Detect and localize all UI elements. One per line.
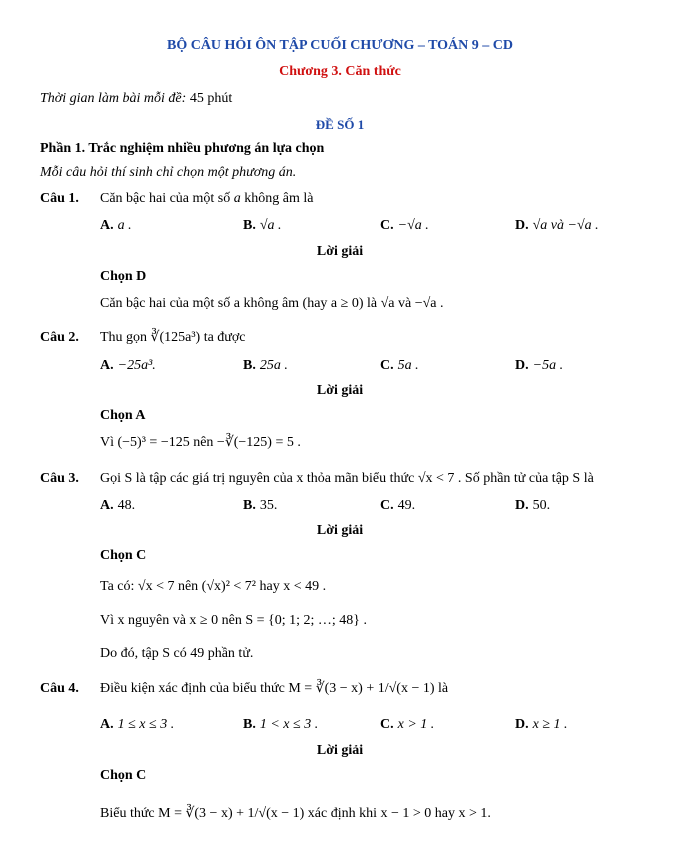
option-text: −√a .	[397, 218, 429, 233]
answer-choice: Chọn A	[100, 408, 146, 423]
option-text: 49.	[397, 498, 416, 513]
option-c[interactable]	[380, 357, 419, 375]
option-d[interactable]	[515, 497, 550, 515]
option-letter: C.	[380, 218, 394, 233]
option-d[interactable]	[515, 716, 568, 734]
time-label: Thời gian làm bài mỗi đề:	[40, 91, 187, 106]
stem-text: không âm là	[244, 191, 314, 206]
explanation-line: Vì x nguyên và x ≥ 0 nên S = {0; 1; 2; …; 48} .	[100, 613, 368, 628]
option-text: x ≥ 1 .	[532, 717, 568, 732]
option-text: 50.	[532, 498, 551, 513]
option-c[interactable]	[380, 217, 429, 235]
explanation-text: Căn bậc hai của một số a không âm (hay a ≥ 0) là √a và −√a .	[100, 296, 444, 311]
option-text: −5a .	[532, 358, 564, 373]
option-text: √a .	[259, 218, 282, 233]
option-text: 1 ≤ x ≤ 3 .	[117, 717, 175, 732]
question-stem: Điều kiện xác định của biểu thức M = ∛(3 − x) + 1/√(x − 1) là	[100, 681, 449, 696]
section-instruction: Mỗi câu hỏi thí sinh chỉ chọn một phương án.	[40, 165, 297, 180]
option-d[interactable]	[515, 217, 599, 235]
option-letter: A.	[100, 717, 114, 732]
solution-heading: Lời giải	[316, 523, 364, 538]
option-letter: D.	[515, 358, 529, 373]
option-letter: A.	[100, 498, 114, 513]
explanation-text: Vì (−5)³ = −125 nên −∛(−125) = 5 .	[100, 435, 301, 450]
answer-choice: Chọn C	[100, 548, 147, 563]
solution-heading: Lời giải	[316, 383, 364, 398]
option-c[interactable]	[380, 716, 434, 734]
option-text: a .	[117, 218, 132, 233]
option-a[interactable]	[100, 716, 174, 734]
option-d[interactable]	[515, 357, 563, 375]
time-value: 45 phút	[189, 91, 233, 106]
question-label: Câu 2.	[40, 330, 79, 345]
option-letter: B.	[243, 498, 256, 513]
option-letter: D.	[515, 498, 529, 513]
option-text: −25a³.	[117, 358, 156, 373]
solution-heading: Lời giải	[316, 743, 364, 758]
option-letter: B.	[243, 358, 256, 373]
solution-heading: Lời giải	[316, 244, 364, 259]
option-text: 48.	[117, 498, 136, 513]
question-label: Câu 3.	[40, 471, 79, 486]
option-text: 35.	[259, 498, 278, 513]
option-letter: C.	[380, 358, 394, 373]
option-text: 25a .	[259, 358, 288, 373]
explanation-line: Do đó, tập S có 49 phần tử.	[100, 646, 254, 661]
option-letter: B.	[243, 717, 256, 732]
option-a[interactable]	[100, 217, 132, 235]
question-stem	[100, 190, 313, 208]
option-b[interactable]	[243, 357, 288, 375]
time-info	[40, 90, 232, 108]
option-c[interactable]	[380, 497, 415, 515]
question-label: Câu 1.	[40, 191, 79, 206]
option-a[interactable]	[100, 357, 156, 375]
chapter-title: Chương 3. Căn thức	[279, 64, 401, 79]
exam-title: ĐỀ SỐ 1	[315, 117, 365, 132]
option-letter: A.	[100, 218, 114, 233]
question-stem: Gọi S là tập các giá trị nguyên của x thỏa mãn biểu thức √x < 7 . Số phần tử của tập S là	[100, 471, 594, 486]
option-letter: A.	[100, 358, 114, 373]
option-text: √a và −√a .	[532, 218, 599, 233]
answer-choice: Chọn D	[100, 269, 147, 284]
question-label: Câu 4.	[40, 681, 79, 696]
answer-choice: Chọn C	[100, 768, 147, 783]
option-letter: D.	[515, 218, 529, 233]
question-stem: Thu gọn ∛(125a³) ta được	[100, 330, 246, 345]
option-b[interactable]	[243, 716, 318, 734]
option-a[interactable]	[100, 497, 135, 515]
option-letter: C.	[380, 717, 394, 732]
option-b[interactable]	[243, 497, 277, 515]
explanation-line: Ta có: √x < 7 nên (√x)² < 7² hay x < 49 .	[100, 579, 327, 594]
option-letter: D.	[515, 717, 529, 732]
explanation-text: Biểu thức M = ∛(3 − x) + 1/√(x − 1) xác định khi x − 1 > 0 hay x > 1.	[100, 806, 491, 821]
option-text: 5a .	[397, 358, 419, 373]
option-b[interactable]	[243, 217, 282, 235]
option-letter: B.	[243, 218, 256, 233]
section-title: Phần 1. Trắc nghiệm nhiều phương án lựa chọn	[40, 141, 325, 156]
option-text: 1 < x ≤ 3 .	[259, 717, 319, 732]
document-title: BỘ CÂU HỎI ÔN TẬP CUỐI CHƯƠNG – TOÁN 9 – CD	[166, 38, 513, 53]
stem-text: Căn bậc hai của một số	[100, 191, 231, 206]
option-text: x > 1 .	[397, 717, 435, 732]
option-letter: C.	[380, 498, 394, 513]
stem-var: a	[233, 191, 241, 206]
